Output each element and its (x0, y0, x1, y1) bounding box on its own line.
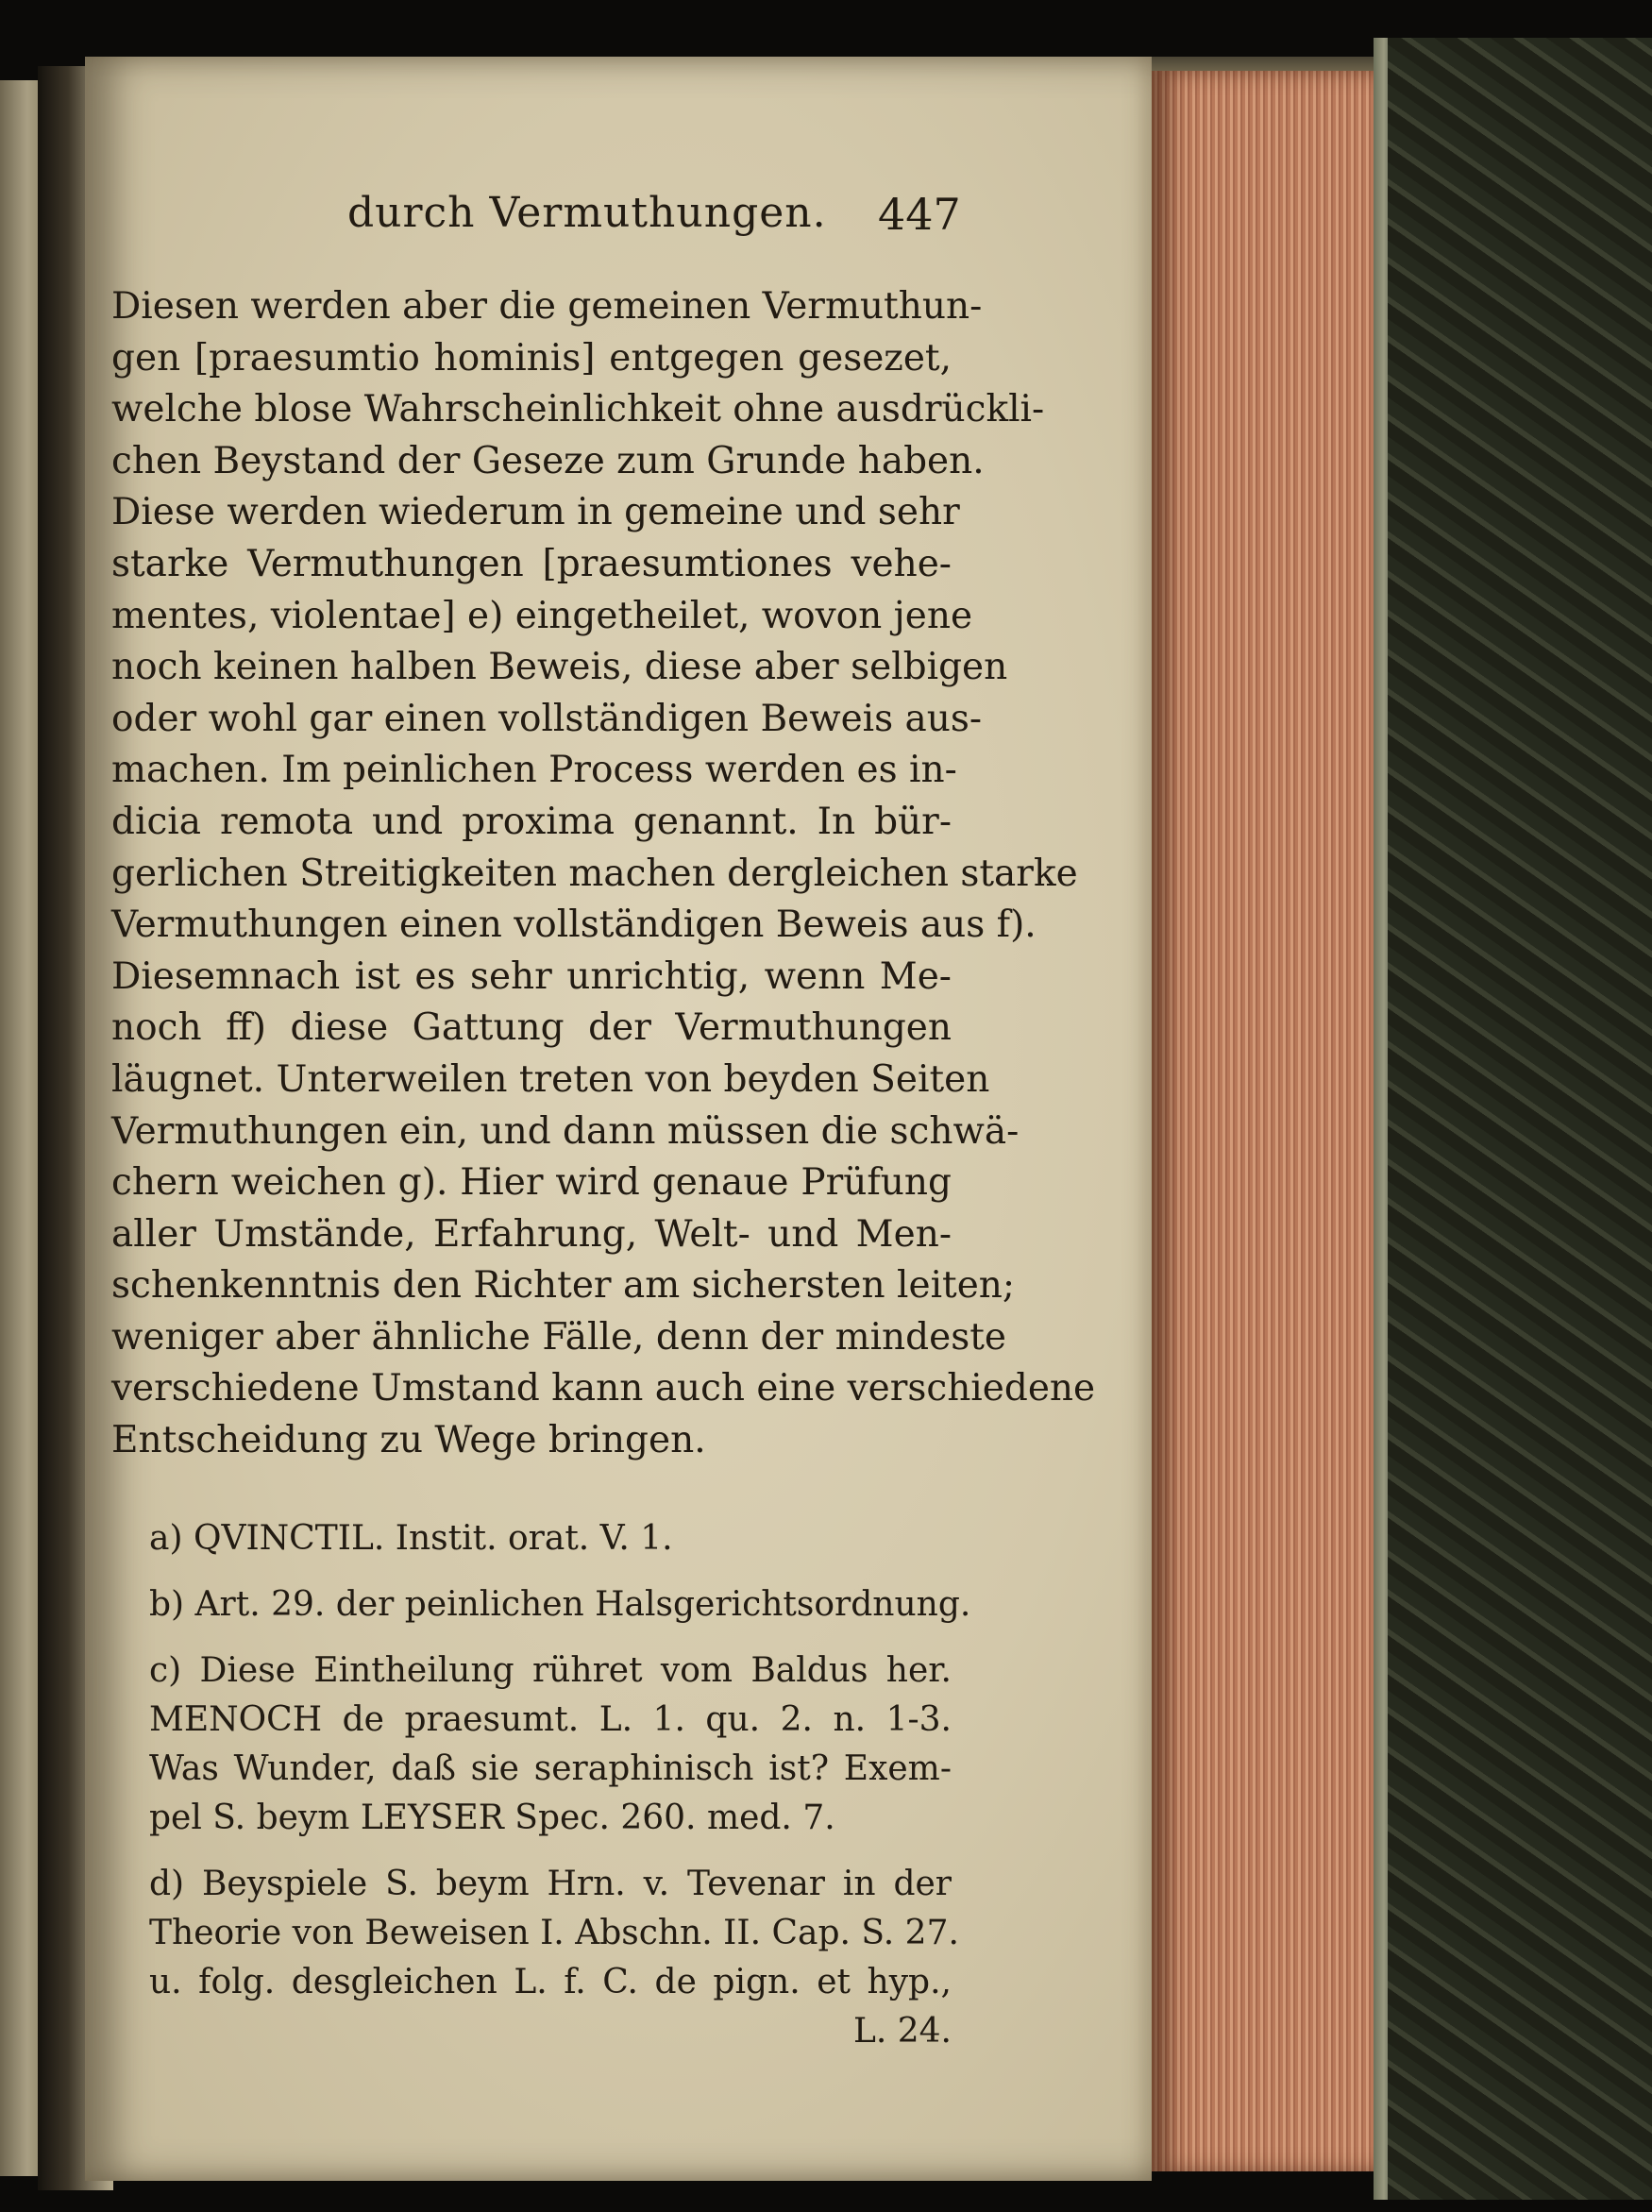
text-line: Diese werden wiederum in gemeine und sehr (111, 491, 960, 534)
text-line: läugnet. Unterweilen treten von beyden Seiten (111, 1057, 990, 1101)
page-number: 447 (878, 189, 961, 240)
footnote-line: b) Art. 29. der peinlichen Halsgerichtsordnung. (149, 1584, 971, 1624)
text-line: gen [praesumtio hominis] entgegen gesezet, (111, 336, 952, 380)
text-line: mentes, violentae] e) eingetheilet, wovon jene (111, 594, 973, 637)
footnote-line: Theorie von Beweisen I. Abschn. II. Cap. S. 27. (149, 1913, 959, 1952)
text-line: machen. Im peinlichen Process werden es in- (111, 749, 957, 792)
footnote-line: a) QVINCTIL. Instit. orat. V. 1. (149, 1518, 673, 1558)
footnote-line: Was Wunder, daß sie seraphinisch ist? Exem- (149, 1748, 952, 1788)
text-line: schenkenntnis den Richter am sichersten leiten; (111, 1264, 1016, 1308)
text-line: welche blose Wahrscheinlichkeit ohne ausdrückli- (111, 388, 1045, 431)
text-line: Diesemnach ist es sehr unrichtig, wenn Me- (111, 954, 952, 998)
text-line: Vermuthungen einen vollständigen Beweis aus f). (111, 903, 1037, 947)
text-line: chen Beystand der Geseze zum Grunde haben. (111, 439, 985, 482)
text-line: verschiedene Umstand kann auch eine verschiedene (111, 1367, 1096, 1410)
text-line: starke Vermuthungen [praesumtiones vehe- (111, 542, 952, 585)
text-line: weniger aber ähnliche Fälle, denn der mindeste (111, 1315, 1006, 1359)
text-line: oder wohl gar einen vollständigen Beweis aus- (111, 697, 983, 740)
body-text (111, 281, 1096, 1467)
page-header (111, 189, 999, 255)
footnote-d (111, 1860, 999, 2056)
footnote-a (111, 1514, 999, 1563)
footnote-line: pel S. beym LEYSER Spec. 260. med. 7. (149, 1798, 835, 1837)
footnote-line: L. 24. (852, 2011, 952, 2051)
text-line: dicia remota und proxima genannt. In bür- (111, 800, 952, 843)
page-block-fore-edge (1152, 71, 1388, 2171)
text-line: Vermuthungen ein, und dann müssen die schwä- (111, 1109, 1020, 1153)
footnote-line: MENOCH de praesumt. L. 1. qu. 2. n. 1-3. (149, 1699, 952, 1739)
footnote-c (111, 1646, 999, 1843)
running-head: durch Vermuthungen. (347, 189, 827, 237)
text-line: noch keinen halben Beweis, diese aber selbigen (111, 646, 1008, 689)
text-line: chern weichen g). Hier wird genaue Prüfung (111, 1161, 952, 1205)
marbled-cover (1388, 38, 1652, 2200)
footnote-line: c) Diese Eintheilung rühret vom Baldus her. (149, 1650, 952, 1690)
page-content (111, 189, 1096, 2073)
footnote-line: d) Beyspiele S. beym Hrn. v. Tevenar in der (149, 1864, 952, 1903)
text-line: Entscheidung zu Wege bringen. (111, 1419, 706, 1462)
text-line: aller Umstände, Erfahrung, Welt- und Men- (111, 1212, 952, 1256)
footnote-b (111, 1580, 999, 1629)
footnote-line: u. folg. desgleichen L. f. C. de pign. et hyp., (149, 1962, 952, 2001)
text-line: noch ff) diese Gattung der Vermuthungen (111, 1006, 952, 1050)
text-line: gerlichen Streitigkeiten machen dergleichen starke (111, 852, 1078, 895)
text-line: Diesen werden aber die gemeinen Vermuthun- (111, 285, 983, 328)
footnotes (111, 1514, 999, 2056)
